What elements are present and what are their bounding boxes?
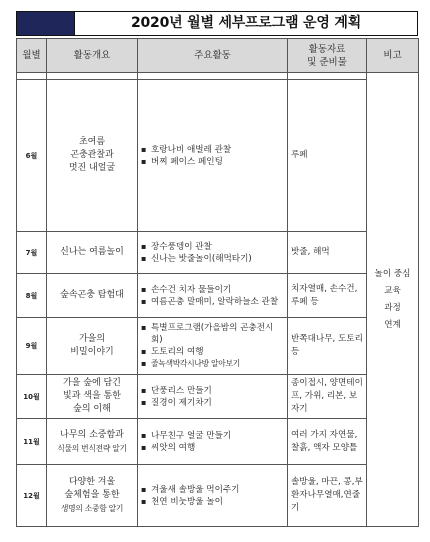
overview-line: 숲의 이해 xyxy=(73,404,111,414)
activities-cell xyxy=(138,465,288,527)
overview-line: 숲속곤충 탐험대 xyxy=(60,290,124,300)
header-materials-line1: 활동자료 xyxy=(308,43,346,55)
activity-item: ▪ 질경이 제기차기 xyxy=(141,397,284,409)
activities-cell xyxy=(138,419,288,465)
table-row xyxy=(17,80,419,232)
header-materials-line2: 및 준비물 xyxy=(307,56,347,68)
table-row xyxy=(17,318,419,375)
note-cell xyxy=(367,73,419,527)
overview-cell xyxy=(47,318,138,375)
materials-cell: 종이접시, 양면테이프, 가위, 리본, 보자기 xyxy=(288,375,367,419)
activity-item: ▪ 여름곤충 말매미, 알락하늘소 관찰 xyxy=(141,296,284,308)
materials-cell: 솔방울, 마끈, 콩,부환자나무열매,연줄기 xyxy=(288,465,367,527)
note-line: 연계 xyxy=(384,319,401,330)
overview-line: 곤충관찰과 xyxy=(70,150,114,160)
header-month: 월별 xyxy=(17,39,47,73)
overview-line: 신나는 여름놀이 xyxy=(60,247,124,257)
activity-item: ▪ 호랑나비 애벌레 관찰 xyxy=(141,144,284,156)
activity-item: ▪ 겨울새 솔방울 먹이주기 xyxy=(141,484,284,496)
activities-cell xyxy=(138,274,288,318)
materials-cell: 밧줄, 해먹 xyxy=(288,232,367,274)
activities-cell xyxy=(138,80,288,232)
activity-item: ▪ 천연 비눗방울 놀이 xyxy=(141,496,284,508)
month-cell: 6월 xyxy=(17,80,47,232)
header-overview: 활동개요 xyxy=(47,39,138,73)
overview-cell xyxy=(47,274,138,318)
overview-cell xyxy=(47,465,138,527)
table-row xyxy=(17,465,419,527)
activities-cell xyxy=(138,375,288,419)
table-row xyxy=(17,419,419,465)
activity-item: ▪ 줄녹색박각시나방 알아보기 xyxy=(141,358,284,370)
overview-line: 초여름 xyxy=(78,137,106,147)
overview-cell xyxy=(47,80,138,232)
materials-cell: 반쪽대나무, 도토리 등 xyxy=(288,318,367,375)
activities-cell xyxy=(138,318,288,375)
overview-line: 나무의 소중함과 xyxy=(60,429,124,440)
spacer-row xyxy=(17,73,419,80)
activity-item: ▪ 장수풍뎅이 관찰 xyxy=(141,241,284,253)
header-note: 비고 xyxy=(367,39,419,73)
table-row xyxy=(17,274,419,318)
table-row xyxy=(17,375,419,419)
materials-cell: 치자열매, 손수건,루페 등 xyxy=(288,274,367,318)
header-activities: 주요활동 xyxy=(138,39,288,73)
activity-item: ▪ 버찌 페이스 페인팅 xyxy=(141,156,284,168)
activity-item: ▪ 단풍리스 만들기 xyxy=(141,385,284,397)
overview-line: 멋진 내얼굴 xyxy=(68,163,116,173)
table-row xyxy=(17,232,419,274)
month-cell: 12월 xyxy=(17,465,47,527)
activities-cell xyxy=(138,232,288,274)
overview-line: 비밀이야기 xyxy=(70,347,114,357)
table-header-row xyxy=(17,39,419,73)
note-line: 과정 xyxy=(384,302,401,313)
overview-line: 다양한 겨울 xyxy=(68,477,116,487)
month-cell: 9월 xyxy=(17,318,47,375)
activity-item: ▪ 나무친구 얼굴 만들기 xyxy=(141,430,284,442)
overview-line: 식물의 번식전략 알기 xyxy=(57,443,127,453)
overview-line: 빛과 색을 통한 xyxy=(63,391,121,401)
materials-cell: 루페 xyxy=(288,80,367,232)
title-color-block xyxy=(17,12,75,35)
overview-cell xyxy=(47,232,138,274)
program-plan-table xyxy=(16,38,419,527)
overview-line: 가을의 xyxy=(78,334,106,344)
activity-item: ▪ 도토리의 여행 xyxy=(141,346,284,358)
header-materials xyxy=(288,39,367,73)
month-cell: 11월 xyxy=(17,419,47,465)
overview-line: 숲체험을 통한 xyxy=(64,490,120,500)
month-cell: 10월 xyxy=(17,375,47,419)
materials-cell: 여러 가지 자연물, 찰흙, 액자 모양틀 xyxy=(288,419,367,465)
overview-cell xyxy=(47,375,138,419)
activity-item: ▪ 특별프로그램(가을밤의 곤충전시회) xyxy=(141,322,284,346)
overview-line: 생명의 소중함 알기 xyxy=(60,504,124,513)
month-cell: 8월 xyxy=(17,274,47,318)
month-cell: 7월 xyxy=(17,232,47,274)
title-bar xyxy=(16,11,418,36)
note-line: 교육 xyxy=(384,285,401,296)
document-title: 2020년 월별 세부프로그램 운영 계획 xyxy=(130,15,362,31)
overview-line: 가을 숲에 담긴 xyxy=(63,378,121,388)
activity-item: ▪ 신나는 밧줄놀이(해먹타기) xyxy=(141,253,284,265)
activity-item: ▪ 손수건 치자 물들이기 xyxy=(141,284,284,296)
overview-cell xyxy=(47,419,138,465)
note-line: 놀이 중심 xyxy=(374,268,411,279)
activity-item: ▪ 씨앗의 여행 xyxy=(141,442,284,454)
